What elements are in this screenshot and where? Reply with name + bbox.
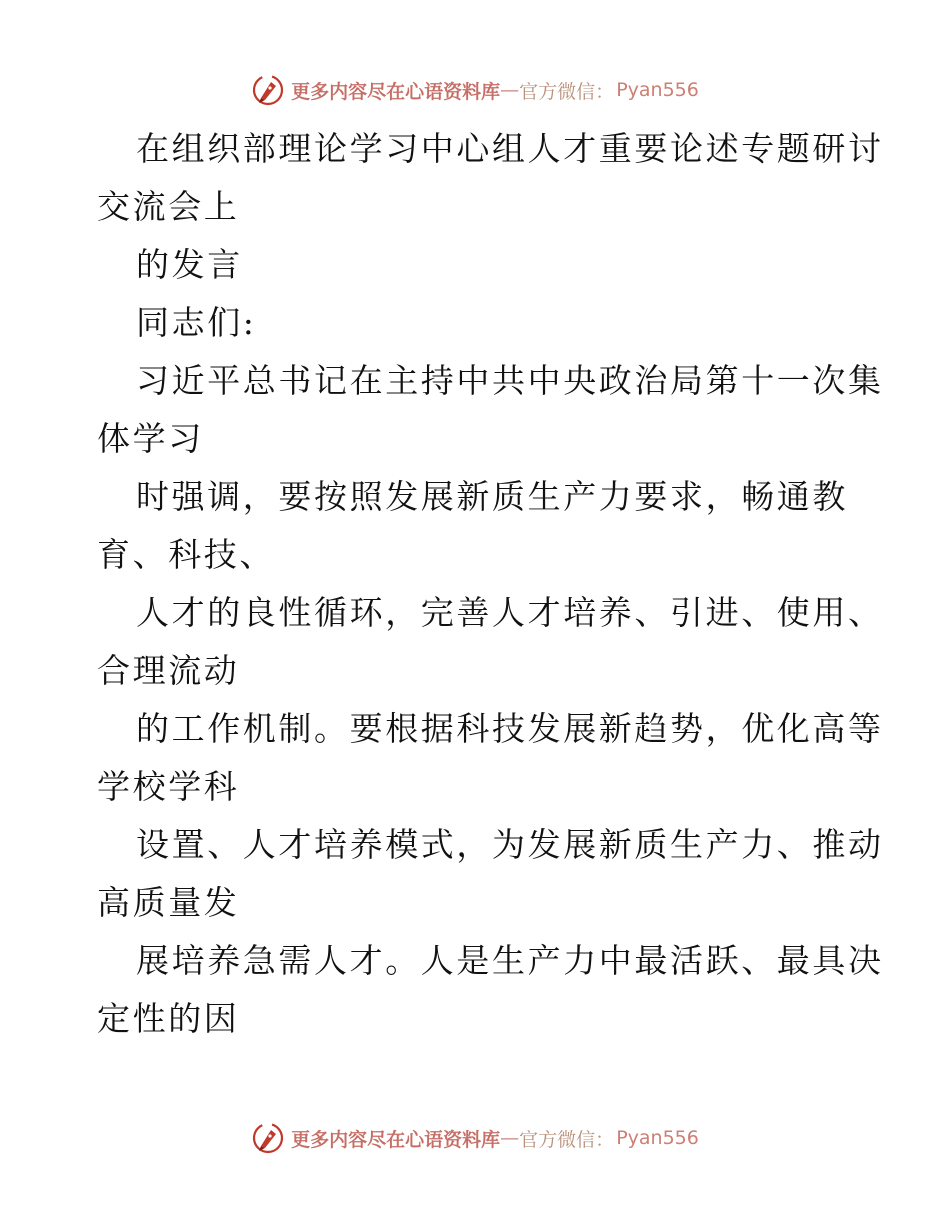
header-banner [0, 70, 950, 110]
text-line: 时强调，要按照发展新质生产力要求，畅通教 [136, 477, 848, 516]
banner-dash: — [500, 79, 520, 101]
text-line: 学校学科 [97, 767, 240, 806]
pen-nib-logo-icon [251, 73, 285, 107]
text-line: 体学习 [97, 419, 204, 458]
text-line: 习近平总书记在主持中共中央政治局第十一次集 [136, 361, 884, 400]
text-line: 人才的良性循环，完善人才培养、引进、使用、 [136, 593, 884, 632]
footer-banner [0, 1118, 950, 1158]
banner-brand-text: 更多内容尽在心语资料库 [291, 80, 501, 103]
text-line: 育、科技、 [97, 535, 275, 574]
text-line: 展培养急需人才。人是生产力中最活跃、最具决 [136, 941, 884, 980]
banner-dash: — [500, 1127, 520, 1149]
document-body [97, 120, 884, 1048]
banner-wechat-id: Pyan556 [616, 79, 699, 101]
text-line: 高质量发 [97, 883, 240, 922]
text-line: 合理流动 [97, 651, 240, 690]
banner-brand-text: 更多内容尽在心语资料库 [291, 1128, 501, 1151]
banner-wechat-label: 官方微信： [519, 1128, 615, 1151]
pen-nib-logo-icon [251, 1121, 285, 1155]
text-line: 交流会上 [97, 187, 240, 226]
banner-wechat-id: Pyan556 [616, 1127, 699, 1149]
text-line: 设置、人才培养模式，为发展新质生产力、推动 [136, 825, 884, 864]
text-line: 在组织部理论学习中心组人才重要论述专题研讨 [136, 129, 884, 168]
text-line: 的工作机制。要根据科技发展新趋势，优化高等 [136, 709, 884, 748]
banner-wechat-label: 官方微信： [519, 80, 615, 103]
text-line: 定性的因 [97, 999, 240, 1038]
text-line: 的发言 [136, 245, 243, 284]
text-line: 同志们: [136, 303, 257, 342]
